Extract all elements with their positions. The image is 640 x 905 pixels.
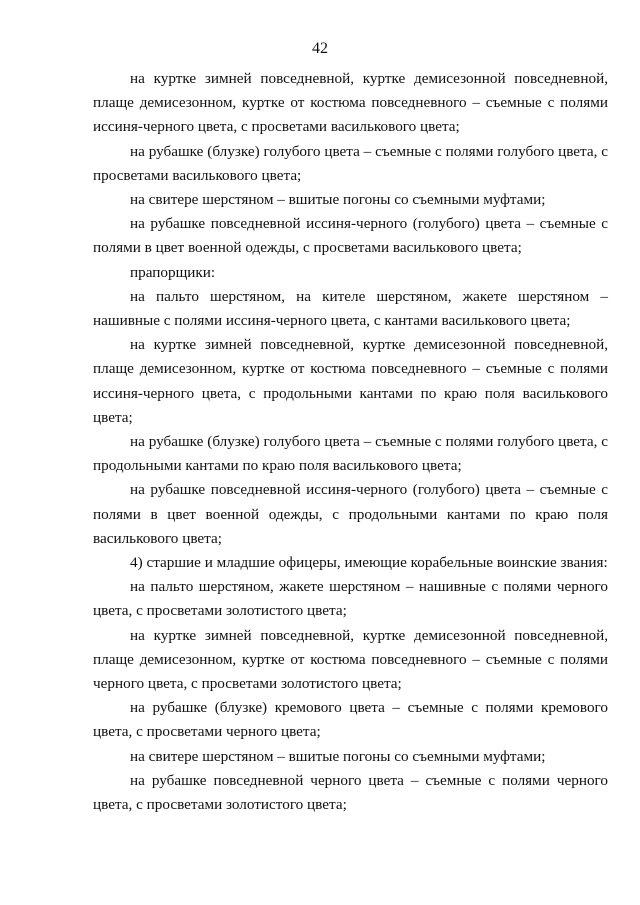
paragraph-3: на свитере шерстяном – вшитые погоны со съемными муфтами; — [130, 191, 546, 209]
paragraph-1: на куртке зимней повседневной, куртке демисезонной повседневной, плаще демисезонном, куртке от костюма повседневного – съемные с полями иссиня-черного цвета, с просветами василькового цвета; — [93, 70, 608, 136]
document-body — [93, 67, 608, 817]
paragraph-10: 4) старшие и младшие офицеры, имеющие корабельные воинские звания: — [130, 554, 608, 572]
paragraph-2: на рубашке (блузке) голубого цвета – съемные с полями голубого цвета, с просветами василькового цвета; — [93, 142, 608, 184]
paragraph-8: на рубашке (блузке) голубого цвета – съемные с полями голубого цвета, с продольными кантами по краю поля василькового цвета; — [93, 433, 608, 475]
page-number: 42 — [312, 40, 328, 57]
paragraph-12: на куртке зимней повседневной, куртке демисезонной повседневной, плаще демисезонном, куртке от костюма повседневного – съемные с полями черного цвета, с просветами золотистого цвета; — [93, 626, 608, 693]
paragraph-5: прапорщики: — [130, 263, 216, 281]
paragraph-15: на рубашке повседневной черного цвета – съемные с полями черного цвета, с просветами золотистого цвета; — [93, 771, 608, 814]
paragraph-6: на пальто шерстяном, на кителе шерстяном, жакете шерстяном – нашивные с полями иссиня-черного цвета, с кантами василькового цвета; — [93, 287, 608, 330]
paragraph-9: на рубашке повседневной иссиня-черного (голубого) цвета – съемные с полями в цвет военной одежды, с продольными кантами по краю поля василькового цвета; — [93, 481, 608, 547]
paragraph-4: на рубашке повседневной иссиня-черного (голубого) цвета – съемные с полями в цвет военной одежды, с просветами василькового цвета; — [93, 215, 608, 257]
paragraph-13: на рубашке (блузке) кремового цвета – съемные с полями кремового цвета, с просветами черного цвета; — [93, 699, 608, 741]
paragraph-11: на пальто шерстяном, жакете шерстяном – нашивные с полями черного цвета, с просветами золотистого цвета; — [93, 578, 608, 620]
paragraph-14: на свитере шерстяном – вшитые погоны со съемными муфтами; — [130, 747, 546, 765]
paragraph-7: на куртке зимней повседневной, куртке демисезонной повседневной, плаще демисезонном, куртке от костюма повседневного – съемные с полями иссиня-черного цвета, с продольными кантами по краю поля василькового цвета; — [93, 336, 608, 426]
